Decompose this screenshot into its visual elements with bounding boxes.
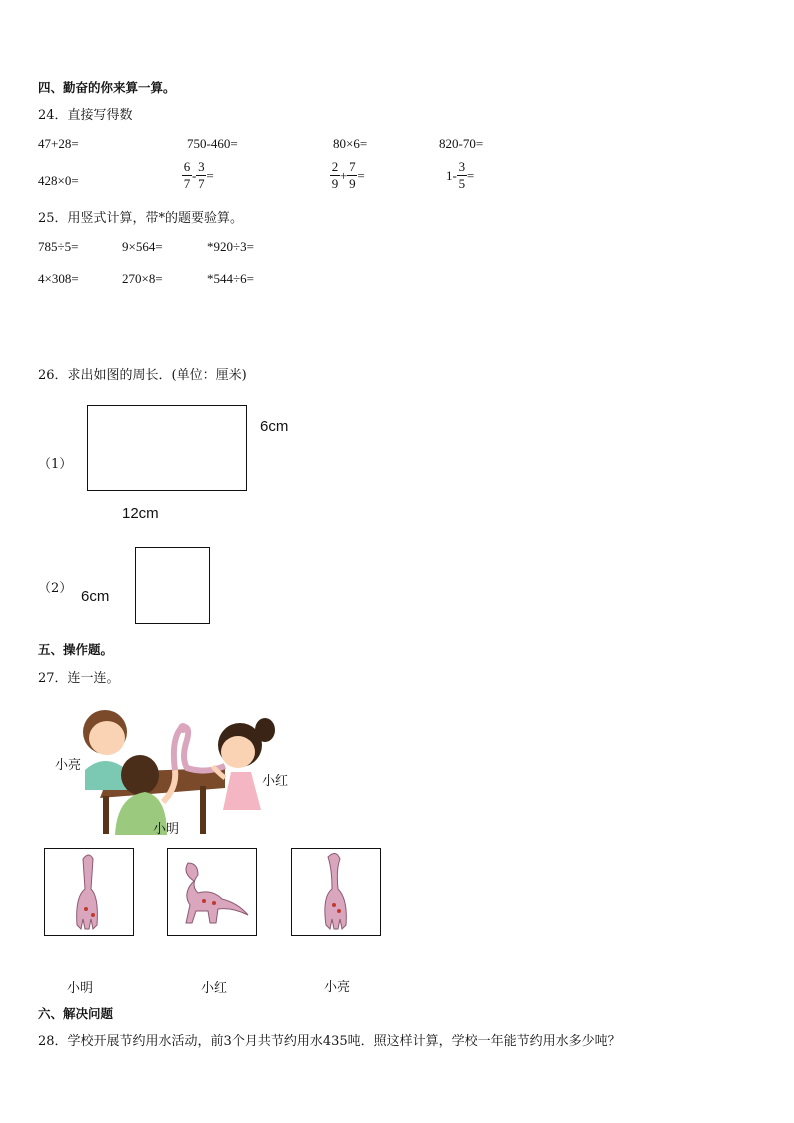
section-5-title: 五、操作题。 xyxy=(38,642,114,657)
q24-fraction-expr-3: 1- $\frac{3}{5}$ = xyxy=(446,159,475,191)
dino-back-view-icon xyxy=(292,849,380,935)
q24-item-3: 80×6= xyxy=(333,136,368,151)
section-4-title: 四、勤奋的你来算一算。 xyxy=(38,80,176,95)
view-box-2 xyxy=(167,848,257,936)
q24-item-5: 428×0= xyxy=(38,173,79,188)
q26-square-side-label: 6cm xyxy=(81,588,110,605)
dino-front-view-icon xyxy=(45,849,133,935)
table-leg-right xyxy=(200,786,206,834)
below-label-2: 小红 xyxy=(201,981,228,996)
q25-item-5: 270×8= xyxy=(122,271,163,286)
scene-label-xiaoliang: 小亮 xyxy=(55,758,82,773)
scene-label-xiaoming: 小明 xyxy=(153,822,180,837)
below-label-1: 小明 xyxy=(67,981,94,996)
boy-front-hair xyxy=(121,755,159,795)
view-box-1 xyxy=(44,848,134,936)
q25-item-2: 9×564= xyxy=(122,239,163,254)
boy-left-shirt xyxy=(85,761,127,790)
table-leg-left xyxy=(103,796,109,834)
q24-item-4: 820-70= xyxy=(439,136,484,151)
q24-label: 24．直接写得数 xyxy=(38,108,133,123)
q26-square xyxy=(135,547,210,624)
q24-item-2: 750-460= xyxy=(187,136,238,151)
q26-rectangle xyxy=(87,405,247,491)
view-box-3 xyxy=(291,848,381,936)
q28-text: 28．学校开展节约用水活动，前3个月共节约用水435吨．照这样计算，学校一年能节约用水多少吨？ xyxy=(38,1034,621,1049)
q26-rect-width-label: 12cm xyxy=(122,505,159,522)
q25-label: 25．用竖式计算，带*的题要验算。 xyxy=(38,211,244,226)
q24-fraction-expr-1: $\frac{6}{7}$ - $\frac{3}{7}$ = xyxy=(183,159,214,191)
girl-face xyxy=(221,736,255,768)
q25-item-3: *920÷3= xyxy=(207,239,254,254)
below-label-3: 小亮 xyxy=(324,980,351,995)
dino-side-view-icon xyxy=(168,849,256,935)
q26-label: 26．求出如图的周长．(单位：厘米) xyxy=(38,368,247,383)
q26-part2-label: （2） xyxy=(38,581,73,596)
q25-item-4: 4×308= xyxy=(38,271,79,286)
q27-label: 27．连一连。 xyxy=(38,671,120,686)
q24-item-1: 47+28= xyxy=(38,136,79,151)
q25-item-6: *544÷6= xyxy=(207,271,254,286)
q25-item-1: 785÷5= xyxy=(38,239,79,254)
q26-rect-height-label: 6cm xyxy=(260,418,289,435)
scene-label-xiaohong: 小红 xyxy=(262,774,289,789)
section-6-title: 六、解决问题 xyxy=(38,1006,114,1021)
q24-fraction-expr-2: $\frac{2}{9}$ + $\frac{7}{9}$ = xyxy=(331,159,365,191)
q26-part1-label: （1） xyxy=(38,457,73,472)
girl-dress xyxy=(223,772,261,810)
scene-dino xyxy=(174,727,225,770)
boy-left-face xyxy=(89,721,125,755)
